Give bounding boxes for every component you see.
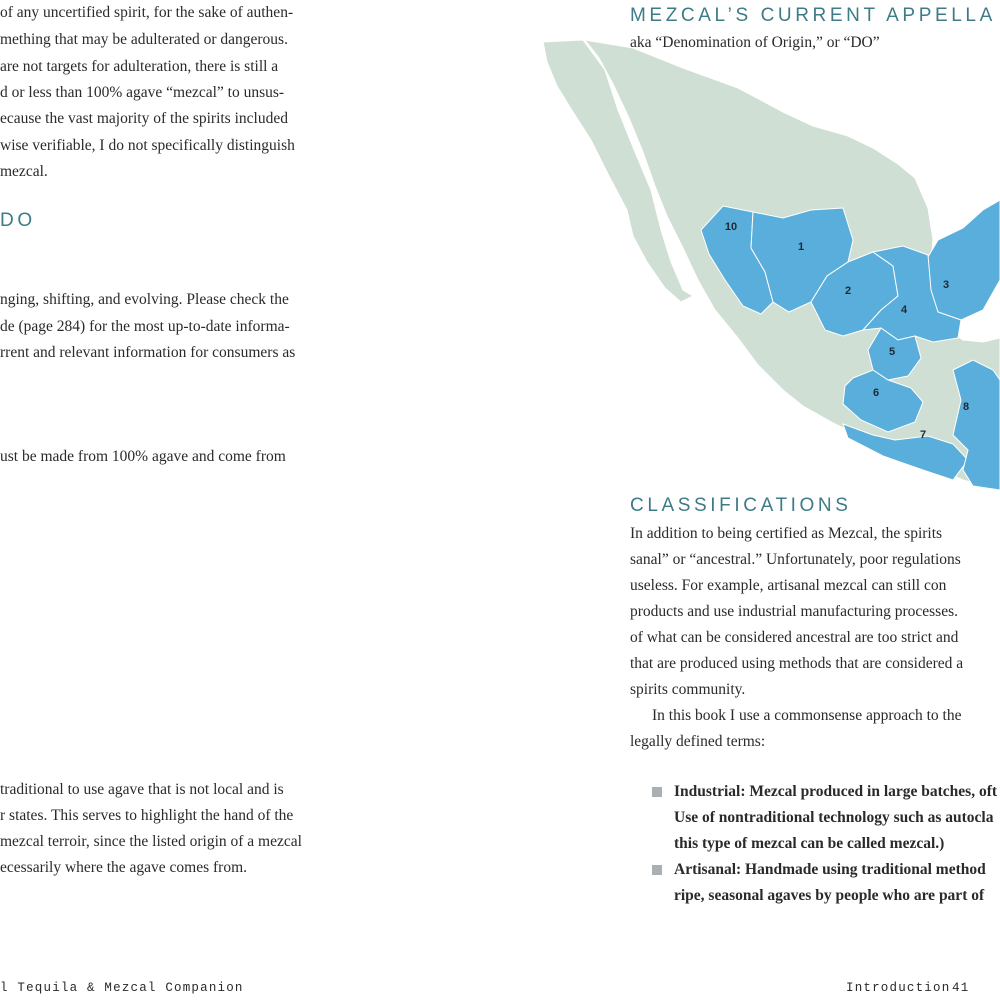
text-line: mezcal terroir, since the listed origin of a mezcal	[0, 833, 302, 850]
mexico-do-map	[543, 40, 1000, 490]
map-region-label: 4	[900, 304, 908, 316]
text-line: In addition to being certified as Mezcal, the spirits	[630, 525, 943, 542]
map-region-label: 5	[888, 346, 896, 358]
bullet-marker	[652, 865, 662, 875]
map-region-label: 3	[942, 279, 950, 291]
map-region-label: 2	[844, 285, 852, 297]
text-line: ust be made from 100% agave and come from	[0, 448, 286, 465]
map-heading: MEZCAL’S CURRENT APPELLA	[630, 5, 996, 26]
text-line: are not targets for adulteration, there is still a	[0, 58, 279, 75]
running-footer-title: l Tequila & Mezcal Companion	[0, 981, 244, 995]
text-line: d or less than 100% agave “mezcal” to unsus-	[0, 84, 285, 101]
bullet-marker	[652, 787, 662, 797]
text-line: In this book I use a commonsense approach to the	[652, 707, 962, 724]
bullet-text-line: Use of nontraditional technology such as autocla	[674, 809, 994, 826]
map-region-label: 7	[919, 429, 927, 441]
running-footer-section: Introduction	[846, 981, 951, 995]
text-line: sanal” or “ancestral.” Unfortunately, poor regulations	[630, 551, 961, 568]
page-number: 41	[952, 981, 970, 995]
text-line: of any uncertified spirit, for the sake of authen-	[0, 4, 294, 21]
text-line: mething that may be adulterated or dangerous.	[0, 31, 288, 48]
bullet-text-line: Industrial: Mezcal produced in large batches, oft	[674, 783, 998, 800]
bullet-text-line: this type of mezcal can be called mezcal.)	[674, 835, 945, 852]
text-line: useless. For example, artisanal mezcal can still con	[630, 577, 947, 594]
text-line: nging, shifting, and evolving. Please check the	[0, 291, 289, 308]
text-line: traditional to use agave that is not local and is	[0, 781, 284, 798]
map-region-label: 6	[872, 387, 880, 399]
text-line: de (page 284) for the most up-to-date informa-	[0, 318, 290, 335]
map-subtitle: aka “Denomination of Origin,” or “DO”	[630, 34, 880, 51]
bullet-text-line: Artisanal: Handmade using traditional method	[674, 861, 986, 878]
bullet-text-line: ripe, seasonal agaves by people who are part of	[674, 887, 985, 904]
text-line: mezcal.	[0, 163, 48, 180]
text-line: r states. This serves to highlight the hand of the	[0, 807, 294, 824]
text-line: wise verifiable, I do not specifically distinguish	[0, 137, 295, 154]
map-region-label: 8	[962, 401, 970, 413]
text-line: ecessarily where the agave comes from.	[0, 859, 248, 876]
do-region-tamaulipas	[925, 200, 1000, 320]
section-heading: DO	[0, 210, 36, 231]
classifications-heading: CLASSIFICATIONS	[630, 495, 852, 516]
text-line: products and use industrial manufacturing processes.	[630, 603, 958, 620]
text-line: of what can be considered ancestral are too strict and	[630, 629, 959, 646]
text-line: rrent and relevant information for consumers as	[0, 344, 296, 361]
text-line: that are produced using methods that are considered a	[630, 655, 964, 672]
map-region-label: 1	[797, 241, 805, 253]
text-line: legally defined terms:	[630, 733, 766, 750]
map-region-label: 10	[724, 221, 738, 233]
text-line: spirits community.	[630, 681, 746, 698]
text-line: ecause the vast majority of the spirits included	[0, 110, 288, 127]
